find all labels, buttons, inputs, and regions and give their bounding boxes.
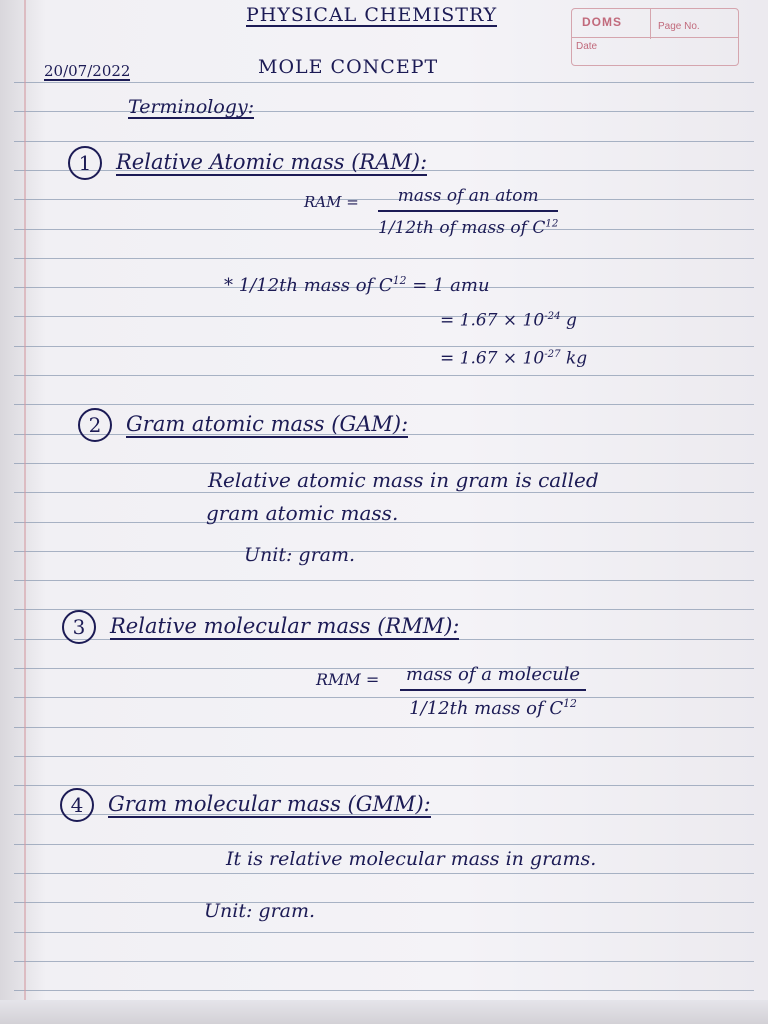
terminology-heading: Terminology: <box>128 96 255 118</box>
date-label: Date <box>576 41 598 52</box>
formula-denominator: 1/12th of mass of $C^{12}$ <box>378 218 559 238</box>
ruled-line <box>14 580 754 581</box>
ruled-line <box>14 551 754 552</box>
formula-lhs: RAM = <box>304 193 359 211</box>
ruled-line <box>14 258 754 259</box>
ruled-line <box>14 961 754 962</box>
ruled-line <box>14 316 754 317</box>
formula-fraction <box>400 664 586 719</box>
ruled-line <box>14 785 754 786</box>
subject-title: PHYSICAL CHEMISTRY <box>246 4 498 26</box>
formula-numerator: mass of an atom <box>378 186 558 212</box>
section-title: Gram molecular mass (GMM): <box>108 791 431 816</box>
notebook-header-box <box>571 8 739 66</box>
ruled-line <box>14 141 754 142</box>
unit-line: Unit: gram. <box>244 544 356 566</box>
section-heading <box>68 146 427 180</box>
section-title: Relative molecular mass (RMM): <box>110 613 460 638</box>
page-no-label: Page No. <box>658 21 700 32</box>
ruled-line <box>14 346 754 347</box>
box-divider <box>572 37 738 38</box>
ruled-line <box>14 463 754 464</box>
section-number: 2 <box>78 408 112 442</box>
section-heading <box>62 610 459 644</box>
ruled-line <box>14 492 754 493</box>
formula-denominator: 1/12th mass of $C^{12}$ <box>409 697 577 719</box>
ruled-line <box>14 697 754 698</box>
body-line: gram atomic mass. <box>206 501 399 525</box>
ruled-line <box>14 932 754 933</box>
amu-value-grams: = $1.67 \times 10^{-24}$ g <box>440 310 577 331</box>
ruled-line <box>14 990 754 991</box>
ruled-line <box>14 756 754 757</box>
unit-line: Unit: gram. <box>204 900 316 922</box>
section-heading <box>60 788 431 822</box>
body-line: It is relative molecular mass in grams. <box>226 848 597 870</box>
section-number: 3 <box>62 610 96 644</box>
section-number: 4 <box>60 788 94 822</box>
ruled-line <box>14 375 754 376</box>
ruled-line <box>14 902 754 903</box>
box-divider <box>650 9 651 39</box>
amu-value-kg: = $1.67 \times 10^{-27}$ kg <box>440 348 588 369</box>
page-bottom-shadow <box>0 1000 768 1024</box>
margin-line <box>24 0 26 1024</box>
section-number: 1 <box>68 146 102 180</box>
section-heading <box>78 408 408 442</box>
ruled-line <box>14 668 754 669</box>
formula-numerator: mass of a molecule <box>400 664 586 691</box>
topic-title: MOLE CONCEPT <box>258 56 439 78</box>
ruled-line <box>14 844 754 845</box>
ruled-line <box>14 727 754 728</box>
formula-lhs: RMM = <box>316 670 380 689</box>
section-title: Relative Atomic mass (RAM): <box>116 149 428 174</box>
formula-fraction <box>378 186 558 238</box>
note-date: 20/07/2022 <box>44 62 131 80</box>
amu-note: * 1/12th mass of $C^{12} = 1$ amu <box>224 274 490 296</box>
ruled-line <box>14 82 754 83</box>
ruled-line <box>14 404 754 405</box>
body-line: Relative atomic mass in gram is called <box>208 468 599 492</box>
section-title: Gram atomic mass (GAM): <box>126 411 409 436</box>
ruled-line <box>14 873 754 874</box>
ruled-line <box>14 111 754 112</box>
brand-label: DOMS <box>582 15 622 29</box>
